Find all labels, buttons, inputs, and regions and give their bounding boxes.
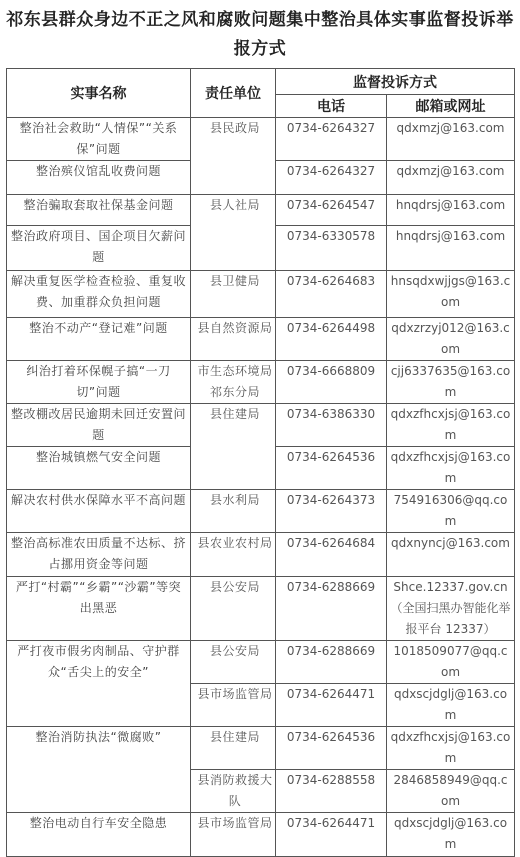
item-name: 整治消防执法“微腐败”	[7, 727, 191, 813]
item-name: 严打“村霸”“乡霸”“沙霸”等突出黑恶	[7, 577, 191, 641]
responsible-unit: 县公安局	[191, 641, 276, 684]
email-address: hnqdrsj@163.com	[387, 226, 515, 271]
phone-number: 0734-6288669	[276, 641, 387, 684]
responsible-unit: 县水利局	[191, 490, 276, 533]
item-name: 纠治打着环保幌子搞“一刀切”问题	[7, 361, 191, 404]
responsible-unit: 县住建局	[191, 727, 276, 770]
phone-number: 0734-6264327	[276, 161, 387, 195]
responsible-unit: 县公安局	[191, 577, 276, 641]
table-row	[7, 727, 515, 770]
phone-number: 0734-6288669	[276, 577, 387, 641]
table-row	[7, 195, 515, 226]
table-row	[7, 641, 515, 684]
item-name: 整改棚改居民逾期未回迁安置问题	[7, 404, 191, 447]
phone-number: 0734-6264683	[276, 271, 387, 318]
email-address: qdxmzj@163.com	[387, 118, 515, 161]
item-name: 解决农村供水保障水平不高问题	[7, 490, 191, 533]
item-name: 整治骗取套取社保基金问题	[7, 195, 191, 226]
email-address: qdxzfhcxjsj@163.com	[387, 727, 515, 770]
phone-number: 0734-6264471	[276, 813, 387, 857]
table-row	[7, 118, 515, 161]
responsible-unit: 县市场监管局	[191, 813, 276, 857]
header-item-name: 实事名称	[7, 69, 191, 118]
email-address: 2846858949@qq.com	[387, 770, 515, 813]
phone-number: 0734-6264536	[276, 727, 387, 770]
item-name: 整治社会救助“人情保”“关系保”问题	[7, 118, 191, 161]
responsible-unit: 县自然资源局	[191, 318, 276, 361]
phone-number: 0734-6386330	[276, 404, 387, 447]
email-address: hnsqdxwjjgs@163.com	[387, 271, 515, 318]
phone-number: 0734-6264327	[276, 118, 387, 161]
phone-number: 0734-6264684	[276, 533, 387, 577]
item-name: 严打夜市假劣肉制品、守护群众“舌尖上的安全”	[7, 641, 191, 727]
table-row	[7, 577, 515, 641]
email-address: qdxzfhcxjsj@163.com	[387, 404, 515, 447]
phone-number: 0734-6264471	[276, 684, 387, 727]
table-row	[7, 361, 515, 404]
phone-number: 0734-6264547	[276, 195, 387, 226]
email-address: 1018509077@qq.com	[387, 641, 515, 684]
header-phone: 电话	[276, 95, 387, 118]
contact-table	[6, 68, 515, 857]
responsible-unit: 县住建局	[191, 404, 276, 490]
responsible-unit: 县市场监管局	[191, 684, 276, 727]
responsible-unit: 县民政局	[191, 118, 276, 195]
responsible-unit: 市生态环境局祁东分局	[191, 361, 276, 404]
phone-number: 0734-6330578	[276, 226, 387, 271]
item-name: 整治政府项目、国企项目欠薪问题	[7, 226, 191, 271]
header-supervision: 监督投诉方式	[276, 69, 515, 95]
report-platform-url: Shce.12337.gov.cn（全国扫黑办智能化举报平台 12337）	[387, 577, 515, 641]
email-address: hnqdrsj@163.com	[387, 195, 515, 226]
responsible-unit: 县人社局	[191, 195, 276, 271]
email-address: 754916306@qq.com	[387, 490, 515, 533]
email-address: cjj6337635@163.com	[387, 361, 515, 404]
item-name: 整治高标准农田质量不达标、挤占挪用资金等问题	[7, 533, 191, 577]
responsible-unit: 县农业农村局	[191, 533, 276, 577]
header-email-web: 邮箱或网址	[387, 95, 515, 118]
email-address: qdxmzj@163.com	[387, 161, 515, 195]
item-name: 解决重复医学检查检验、重复收费、加重群众负担问题	[7, 271, 191, 318]
table-row	[7, 271, 515, 318]
header-responsible-unit: 责任单位	[191, 69, 276, 118]
table-row	[7, 813, 515, 857]
phone-number: 0734-6288558	[276, 770, 387, 813]
document-title: 祁东县群众身边不正之风和腐败问题集中整治具体实事监督投诉举报方式	[6, 10, 514, 59]
responsible-unit: 县消防救援大队	[191, 770, 276, 813]
phone-number: 0734-6264536	[276, 447, 387, 490]
item-name: 整治城镇燃气安全问题	[7, 447, 191, 490]
table-row	[7, 318, 515, 361]
email-address: qdxscjdglj@163.com	[387, 813, 515, 857]
email-address: qdxscjdglj@163.com	[387, 684, 515, 727]
email-address: qdxzrzyj012@163.com	[387, 318, 515, 361]
table-row	[7, 490, 515, 533]
phone-number: 0734-6264498	[276, 318, 387, 361]
phone-number: 0734-6668809	[276, 361, 387, 404]
responsible-unit: 县卫健局	[191, 271, 276, 318]
item-name: 整治不动产“登记难”问题	[7, 318, 191, 361]
email-address: qdxzfhcxjsj@163.com	[387, 447, 515, 490]
email-address: qdxnyncj@163.com	[387, 533, 515, 577]
phone-number: 0734-6264373	[276, 490, 387, 533]
item-name: 整治电动自行车安全隐患	[7, 813, 191, 857]
table-row	[7, 404, 515, 447]
item-name: 整治殡仪馆乱收费问题	[7, 161, 191, 195]
table-row	[7, 533, 515, 577]
